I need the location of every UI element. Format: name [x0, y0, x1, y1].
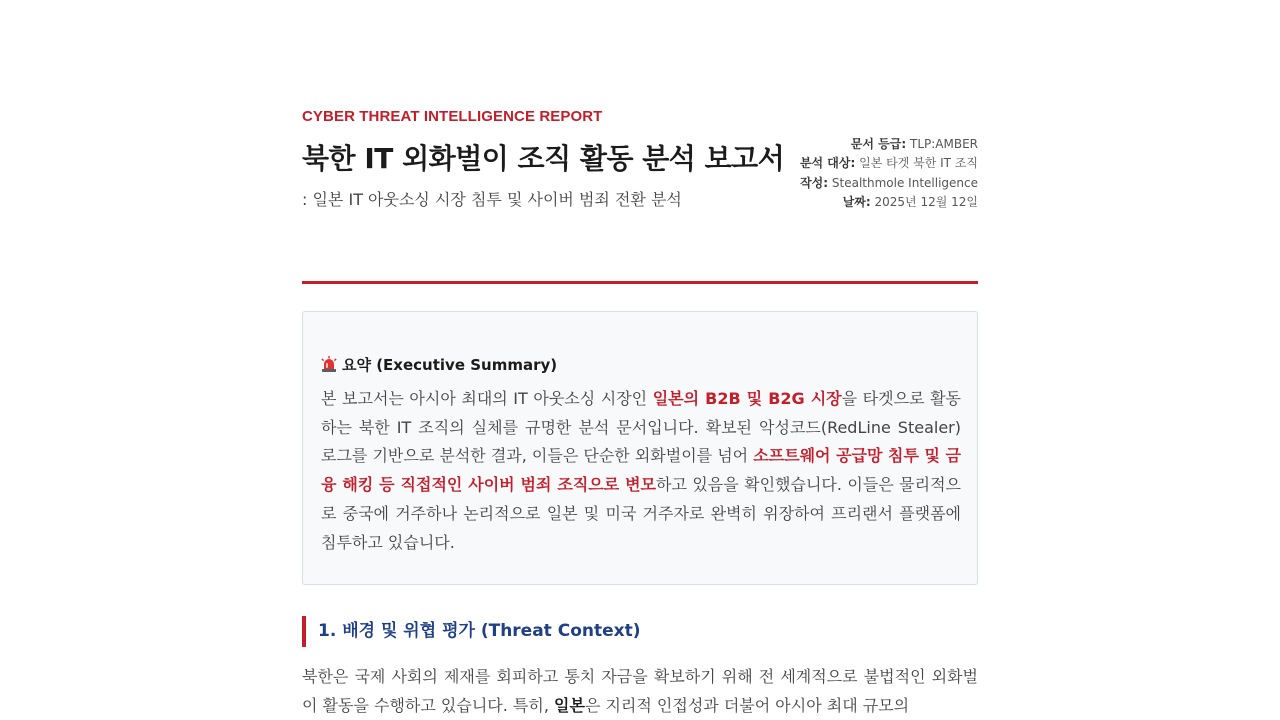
summary-text-2: 을 타겟으로 활동하는 북한 IT 조직의 실체를 규명한 분석 문서입니다. 확보된 악성코드(RedLine Stealer) 로그를 기반으로 분석한 결과, 이들은 단순한 외화벌이를 넘어: [321, 389, 961, 466]
section-1-paragraph: [302, 662, 978, 720]
meta-classification: [800, 135, 978, 154]
meta-target-label: 분석 대상:: [799, 156, 856, 171]
meta-target: [800, 154, 978, 173]
summary-text-3: 하고 있음을 확인했습니다. 이들은 물리적으로 중국에 거주하나 논리적으로 일본 및 미국 거주자로 완벽히 위장하여 프리랜서 플랫폼에 침투하고 있습니다.: [321, 475, 961, 552]
siren-icon: [321, 356, 337, 372]
meta-date-value: 2025년 12월 12일: [874, 194, 978, 209]
section-1-heading: 1. 배경 및 위협 평가 (Threat Context): [302, 616, 641, 647]
summary-highlight-1: 일본의 B2B 및 B2G 시장: [652, 389, 842, 408]
meta-date-label: 날짜:: [842, 194, 871, 209]
document-meta: [800, 135, 978, 212]
meta-classification-value: TLP:AMBER: [909, 137, 978, 151]
meta-date: [800, 193, 978, 212]
section-1-text-1: 북한은 국제 사회의 제재를 회피하고 통치 자금을 확보하기 위해 전 세계적으로 불법적인 외화벌이 활동을 수행하고 있습니다. 특히,: [302, 667, 978, 715]
summary-highlight-2: 소프트웨어 공급망 침투 및 금융 해킹 등 직접적인 사이버 범죄 조직으로 변모: [321, 446, 961, 495]
section-1-strong: 일본: [554, 696, 585, 715]
meta-target-value: 일본 타겟 북한 IT 조직: [859, 156, 978, 171]
meta-classification-label: 문서 등급:: [850, 137, 907, 151]
report-subtitle: : 일본 IT 아웃소싱 시장 침투 및 사이버 범죄 전환 분석: [302, 190, 682, 209]
header-divider: [302, 281, 978, 284]
report-title: 북한 IT 외화벌이 조직 활동 분석 보고서: [302, 142, 785, 175]
meta-author-value: Stealthmole Intelligence: [831, 175, 978, 190]
report-kicker: CYBER THREAT INTELLIGENCE REPORT: [302, 108, 603, 125]
executive-summary-box: [302, 311, 978, 585]
summary-heading-text: 요약 (Executive Summary): [342, 356, 558, 374]
meta-author-label: 작성:: [800, 175, 829, 190]
summary-heading: [321, 354, 557, 375]
summary-text-1: 본 보고서는 아시아 최대의 IT 아웃소싱 시장인: [321, 389, 653, 408]
meta-author: [800, 174, 978, 193]
section-1-text-2: 은 지리적 인접성과 더불어 아시아 최대 규모의: [584, 696, 910, 715]
summary-paragraph: [321, 385, 961, 557]
